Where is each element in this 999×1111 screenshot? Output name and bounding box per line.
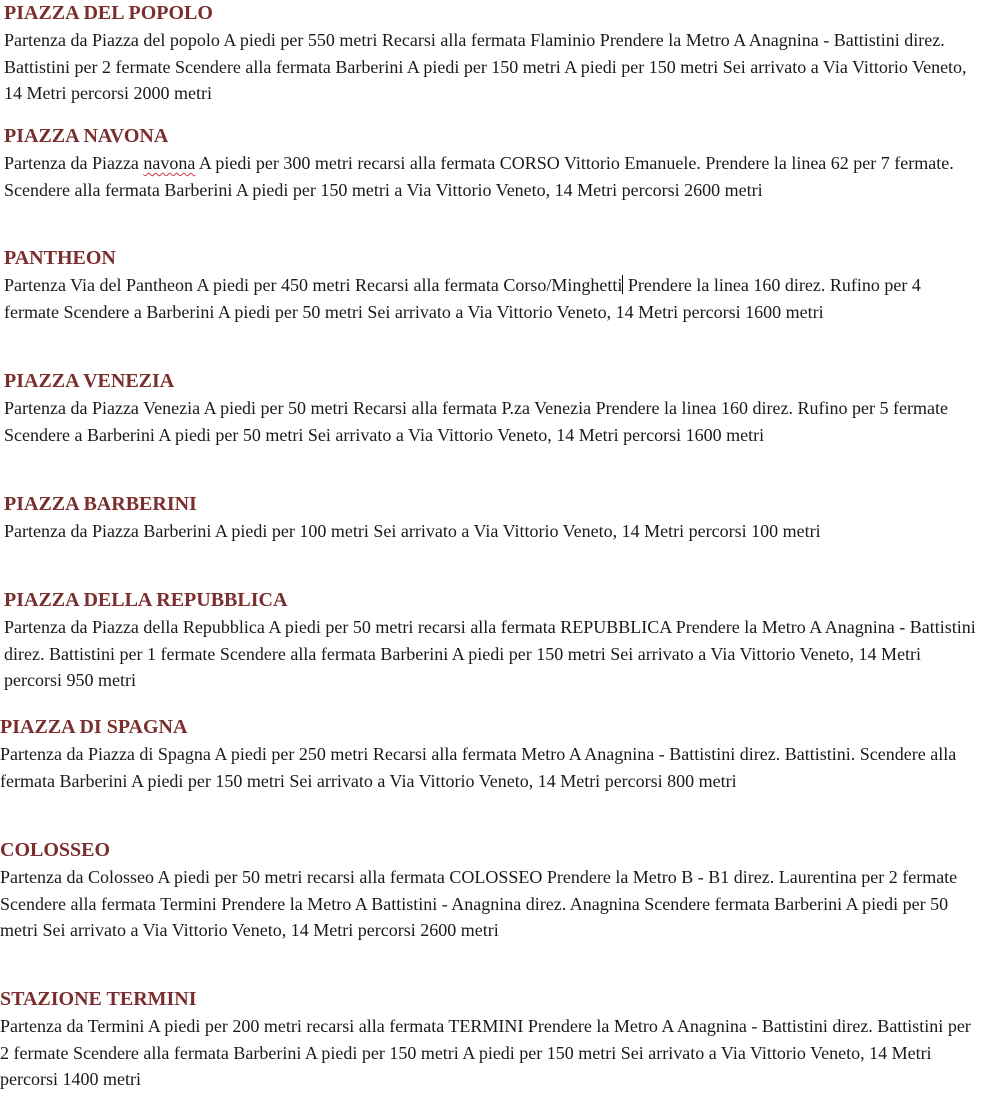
directions-text: Partenza da Piazza della Repubblica A piedi per 50 metri recarsi alla fermata REPUBBLICA Prendere la Metro A Anagnina - Battistini direz. Battistini per 1 fermate Scendere alla fermata Barberini A piedi per 150 metri Sei arrivato a Via Vittorio Veneto, 14 Metri percorsi 950 metri [4, 617, 976, 690]
directions-text-part: Partenza Via del Pantheon A piedi per 450 metri Recarsi alla fermata Corso/Minghetti [4, 275, 623, 295]
section-piazza-di-spagna [0, 715, 975, 794]
directions-text-part: Prendere la linea 160 direz. Rufino per 4 fermate Scendere a Barberini A piedi per 50 metri Sei arrivato a Via Vittorio Veneto, 14 Metri percorsi 1600 metri [4, 275, 921, 322]
directions-text-part: A piedi per 300 metri recarsi alla fermata CORSO Vittorio Emanuele. Prendere la linea 62 per 7 fermate. Scendere alla fermata Barberini A piedi per 150 metri a Via Vittorio Veneto, 14 Metri percorsi 2600 metri [4, 153, 954, 200]
section-pantheon [4, 246, 979, 325]
directions-text-part: Partenza da Piazza [4, 153, 144, 173]
section-heading: PANTHEON [4, 247, 116, 269]
section-piazza-della-repubblica [4, 588, 979, 694]
section-heading: PIAZZA NAVONA [4, 125, 169, 147]
section-heading: PIAZZA DELLA REPUBBLICA [4, 589, 288, 611]
section-heading: COLOSSEO [0, 839, 111, 861]
section-colosseo [0, 838, 975, 944]
section-heading: PIAZZA VENEZIA [4, 370, 175, 392]
section-heading: PIAZZA DEL POPOLO [4, 2, 213, 24]
section-stazione-termini [0, 987, 975, 1093]
section-piazza-barberini [4, 492, 979, 545]
directions-text: Partenza da Colosseo A piedi per 50 metri recarsi alla fermata COLOSSEO Prendere la Metro B - B1 direz. Laurentina per 2 fermate Scendere alla fermata Termini Prendere la Metro A Battistini - Anagnina direz. Anagnina Scendere fermata Barberini A piedi per 50 metri Sei arrivato a Via Vittorio Veneto, 14 Metri percorsi 2600 metri [0, 867, 958, 940]
directions-text: Partenza da Piazza del popolo A piedi per 550 metri Recarsi alla fermata Flaminio Prendere la Metro A Anagnina - Battistini direz. Battistini per 2 fermate Scendere alla fermata Barberini A piedi per 150 metri A piedi per 150 metri Sei arrivato a Via Vittorio Veneto, 14 Metri percorsi 2000 metri [4, 30, 967, 103]
section-piazza-venezia [4, 369, 979, 448]
section-heading: STAZIONE TERMINI [0, 988, 197, 1010]
section-piazza-del-popolo [4, 1, 979, 107]
directions-text: Partenza da Piazza di Spagna A piedi per 250 metri Recarsi alla fermata Metro A Anagnina - Battistini direz. Battistini. Scendere alla fermata Barberini A piedi per 150 metri Sei arrivato a Via Vittorio Veneto, 14 Metri percorsi 800 metri [0, 744, 957, 791]
directions-text: Partenza da Piazza Venezia A piedi per 50 metri Recarsi alla fermata P.za Venezia Prendere la linea 160 direz. Rufino per 5 fermate Scendere a Barberini A piedi per 50 metri Sei arrivato a Via Vittorio Veneto, 14 Metri percorsi 1600 metri [4, 398, 948, 445]
section-heading: PIAZZA BARBERINI [4, 493, 197, 515]
directions-text[interactable] [4, 272, 979, 325]
directions-text: Partenza da Piazza Barberini A piedi per 100 metri Sei arrivato a Via Vittorio Veneto, 14 Metri percorsi 100 metri [4, 521, 821, 541]
spellcheck-flagged-word[interactable]: navona [143, 153, 196, 173]
section-piazza-navona [4, 124, 979, 203]
directions-text [4, 150, 979, 203]
section-heading: PIAZZA DI SPAGNA [0, 716, 188, 738]
directions-text: Partenza da Termini A piedi per 200 metri recarsi alla fermata TERMINI Prendere la Metro A Anagnina - Battistini direz. Battistini per 2 fermate Scendere alla fermata Barberini A piedi per 150 metri A piedi per 150 metri Sei arrivato a Via Vittorio Veneto, 14 Metri percorsi 1400 metri [0, 1016, 971, 1089]
